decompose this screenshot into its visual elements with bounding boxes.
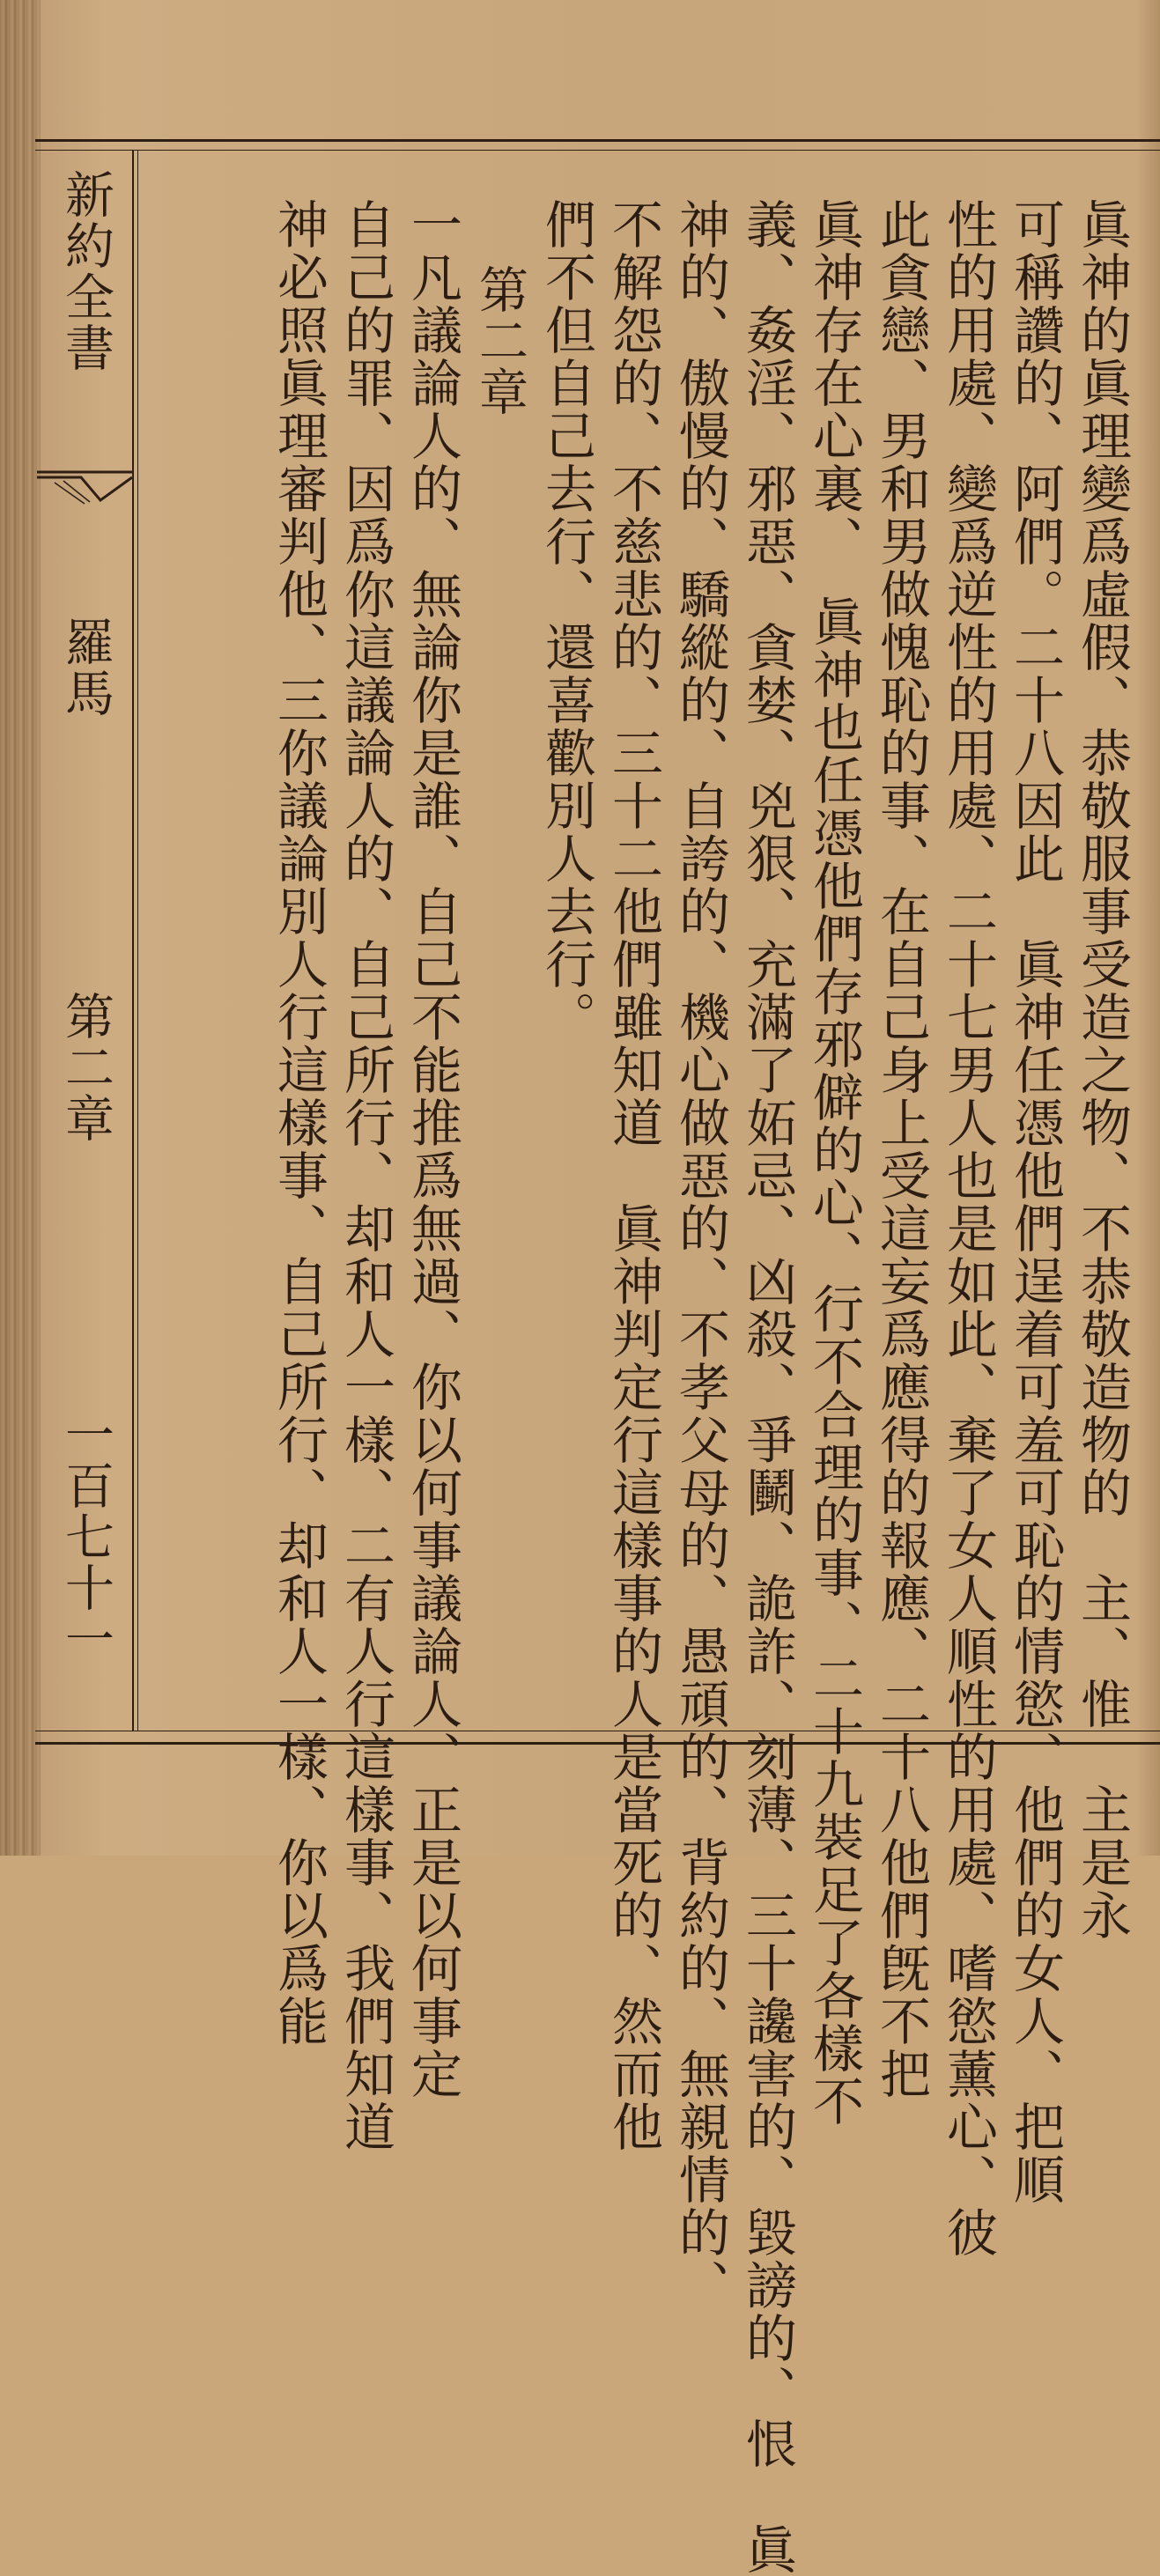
text-column-3: 性的用處、變爲逆性的用處、二十七男人也是如此、棄了女人順性的用處、嗜慾薰心、彼 (938, 198, 998, 2259)
text-column-8: 不解怨的、不慈悲的、三十二他們雖知道 眞神判定行這樣事的人是當死的、然而他 (603, 198, 663, 2153)
top-border-inner (35, 150, 1160, 151)
text-column-12: 神必照眞理審判他、三你議論別人行這樣事、自己所行、却和人一樣、你以爲能 (269, 198, 329, 2048)
text-column-2: 可稱讚的、阿們。二十八因此 眞神任憑他們逞着可羞可恥的情慾、他們的女人、把順 (1005, 198, 1065, 2206)
text-column-7: 神的、傲慢的、驕縱的、自誇的、機心做惡的、不孝父母的、愚頑的、背約的、無親情的、 (670, 198, 730, 2312)
book-spine (0, 0, 41, 1856)
text-column-1: 眞神的眞理變爲虛假、恭敬服事受造之物、不恭敬造物的 主、惟 主是永 (1072, 198, 1132, 1942)
margin-rule-inner (137, 150, 138, 1731)
book-name: 羅馬 (57, 616, 115, 719)
text-column-4: 此貪戀、男和男做愧恥的事、在自己身上受這妄爲應得的報應、二十八他們旣不把 (871, 198, 931, 2100)
text-column-9: 們不但自己去行、還喜歡別人去行。 (536, 198, 596, 1044)
top-border (35, 139, 1160, 142)
margin-rule (132, 150, 134, 1731)
text-column-10: 一凡議論人的、無論你是誰、自己不能推爲無過、你以何事議論人、正是以何事定 (403, 198, 462, 2100)
text-column-5: 眞神存在心裏、 眞神也任憑他們存邪僻的心、行不合理的事、二十九裝足了各樣不 (804, 198, 864, 2128)
fish-tail-ornament (37, 465, 132, 507)
page-number: 一百七十一 (57, 1409, 115, 1664)
chapter-label: 第二章 (57, 991, 115, 1144)
chapter-heading: 第二章 (471, 264, 528, 417)
text-column-11: 自己的罪、因爲你這議論人的、自己所行、却和人一樣、二有人行這樣事、我們知道 (336, 198, 395, 2153)
book-title: 新約全書 (57, 169, 115, 373)
text-column-6: 義、姦淫、邪惡、貪婪、兇狠、充滿了妬忌、凶殺、爭鬭、詭詐、刻薄、三十讒害的、毀謗的、恨 眞 (737, 198, 797, 2576)
